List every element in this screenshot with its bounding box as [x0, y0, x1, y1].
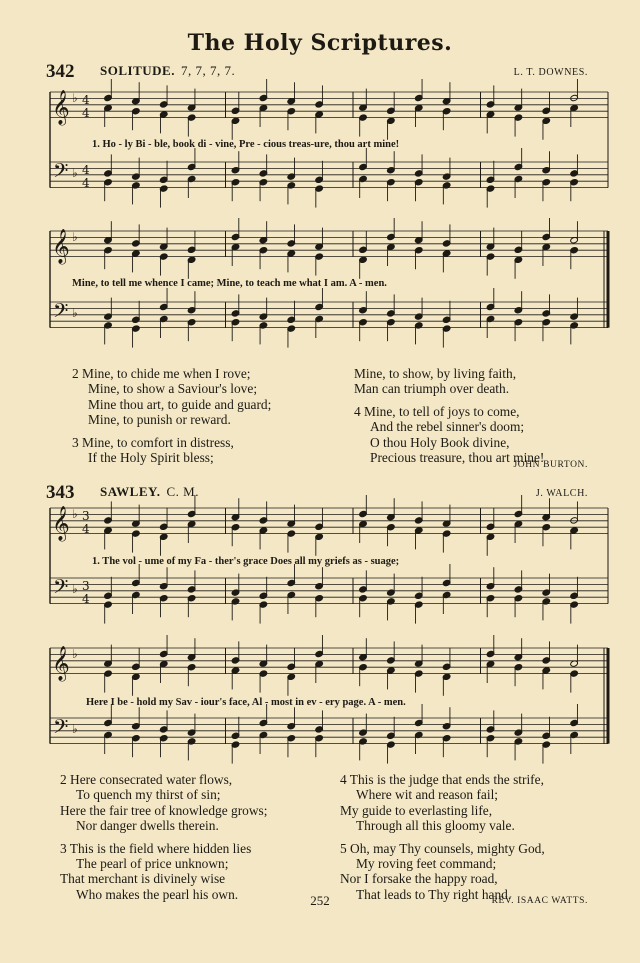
verse-line: Nor I forsake the happy road, [340, 871, 498, 887]
hymn-author: REV. ISAAC WATTS. [491, 896, 588, 906]
time-signature: 4 [82, 592, 90, 606]
bass-clef: 𝄢 [53, 575, 69, 603]
verses-right [354, 366, 544, 465]
verse-line: 3 Mine, to comfort in distress, [72, 434, 234, 450]
bass-clef: 𝄢 [53, 299, 69, 327]
key-signature-flat: ♭ [72, 230, 78, 244]
verse-line: 3 This is the field where hidden lies [60, 840, 252, 856]
lyrics-line: 1. The vol - ume of my Fa - ther's grace Does all my griefs as - suage; [92, 556, 400, 567]
verses-left [72, 366, 271, 465]
verse-line: My guide to everlasting life, [340, 802, 493, 818]
verse-line: Mine, to show a Saviour's love; [88, 381, 258, 397]
verse-line: 4 Mine, to tell of joys to come, [354, 403, 520, 419]
key-signature-flat: ♭ [72, 582, 78, 596]
hymn-author: JOHN BURTON. [513, 460, 588, 470]
time-signature: 4 [82, 522, 90, 536]
hymn-number: 342 [46, 61, 75, 82]
hymn-number: 343 [46, 482, 75, 503]
verse-line: And the rebel sinner's doom; [370, 419, 525, 435]
treble-clef: 𝄞 [52, 506, 70, 541]
key-signature-flat: ♭ [72, 91, 78, 105]
verse-line: 2 Mine, to chide me when I rove; [72, 366, 251, 381]
key-signature-flat: ♭ [72, 507, 78, 521]
lyrics-line: Mine, to tell me whence I came; Mine, to teach me what I am. A - men. [72, 278, 387, 289]
treble-clef: 𝄞 [52, 646, 70, 681]
verse-line: Through all this gloomy vale. [356, 818, 515, 834]
time-signature: 4 [82, 176, 90, 190]
verse-line: My roving feet command; [356, 855, 497, 871]
tune-title: SAWLEY. [100, 484, 161, 499]
lyrics-line: Here I be - hold my Sav - iour's face, Al - most in ev - ery page. A - men. [86, 697, 406, 708]
verse-line: O thou Holy Book divine, [370, 434, 510, 450]
tune-meter: 7, 7, 7, 7. [180, 63, 236, 78]
verse-line: 4 This is the judge that ends the strife, [340, 772, 544, 787]
verse-line: Nor danger dwells therein. [76, 818, 219, 834]
verse-line: Mine, to punish or reward. [88, 412, 231, 428]
verse-line: Mine thou art, to guide and guard; [88, 396, 272, 412]
verse-line: That merchant is divinely wise [60, 871, 226, 887]
verse-line: Man can triumph over death. [354, 381, 510, 397]
treble-clef: 𝄞 [52, 229, 70, 264]
bass-clef: 𝄢 [53, 159, 69, 187]
verses-right [340, 772, 545, 902]
key-signature-flat: ♭ [72, 647, 78, 661]
verse-line: Here the fair tree of knowledge grows; [60, 802, 268, 818]
lyrics-line: 1. Ho - ly Bi - ble, book di - vine, Pre - cious treas-ure, thou art mine! [92, 139, 400, 150]
key-signature-flat: ♭ [72, 166, 78, 180]
bass-clef: 𝄢 [53, 715, 69, 743]
verse-line: The pearl of price unknown; [76, 855, 229, 871]
verse-line: If the Holy Spirit bless; [88, 449, 214, 465]
verse-line: To quench my thirst of sin; [76, 787, 221, 803]
tune-meter: C. M. [166, 484, 199, 499]
key-signature-flat: ♭ [72, 722, 78, 736]
verses-left [60, 772, 267, 902]
time-signature: 4 [82, 163, 90, 177]
verse-line: Where wit and reason fail; [356, 787, 499, 803]
composer: L. T. DOWNES. [513, 67, 588, 78]
page-heading: The Holy Scriptures. [187, 30, 453, 56]
tune-title: SOLITUDE. [100, 63, 175, 78]
key-signature-flat: ♭ [72, 306, 78, 320]
treble-clef: 𝄞 [52, 90, 70, 125]
time-signature: 3 [82, 579, 90, 593]
verse-line: 5 Oh, may Thy counsels, mighty God, [340, 840, 545, 856]
tune-name [100, 484, 199, 500]
verse-line: Who makes the pearl his own. [76, 886, 239, 902]
verse-line: 2 Here consecrated water flows, [60, 772, 233, 787]
verse-line: That leads to Thy right hand. [356, 886, 512, 902]
verse-line: Precious treasure, thou art mine! [370, 449, 545, 465]
composer: J. WALCH. [535, 488, 588, 499]
verse-line: Mine, to show, by living faith, [354, 366, 517, 381]
time-signature: 4 [82, 93, 90, 107]
time-signature: 4 [82, 106, 90, 120]
time-signature: 3 [82, 509, 90, 523]
page-number: 252 [310, 893, 330, 908]
